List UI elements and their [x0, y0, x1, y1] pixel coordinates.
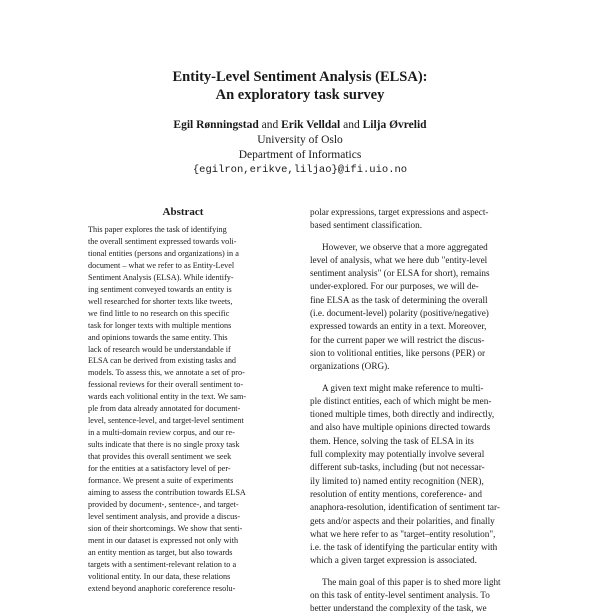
- text-line: and opinions towards the same entity. This: [88, 332, 228, 342]
- author-separator-1: and: [261, 119, 279, 131]
- text-line: level of analysis, what we here dub "entity-level: [310, 254, 488, 265]
- text-line: expressed towards an entity in a text. Moreover,: [310, 321, 487, 332]
- text-line: resolution of entity mentions, coreference- and: [310, 488, 482, 499]
- text-line: them. Hence, solving the task of ELSA in its: [310, 435, 474, 446]
- text-line: different sub-tasks, including (but not necessar-: [310, 462, 485, 473]
- text-line: in a multi-domain review corpus, and our re-: [88, 428, 235, 438]
- text-line: well researched for shorter texts like tweets,: [88, 296, 233, 306]
- text-line: what we here refer to as "target–entity resolution",: [310, 528, 496, 539]
- text-line: under-explored. For our purposes, we will de-: [310, 281, 479, 292]
- text-line: However, we observe that a more aggregated: [322, 241, 488, 252]
- text-line: provided by document-, sentence-, and target-: [88, 499, 239, 509]
- text-line: level sentiment analysis, and provide a discus-: [88, 511, 241, 521]
- text-line: organizations (ORG).: [310, 361, 390, 372]
- text-line: anaphora-resolution, identification of sentiment tar-: [310, 502, 500, 513]
- text-line: Sentiment Analysis (ELSA). While identify-: [88, 272, 234, 282]
- paragraph-3: [310, 382, 530, 568]
- text-line: and also have multiple opinions directed towards: [310, 422, 491, 433]
- text-line: sults indicate that there is no single proxy task: [88, 440, 240, 450]
- text-line: The main goal of this paper is to shed more light: [322, 576, 501, 587]
- author-block: [0, 118, 600, 178]
- text-line: ple from data already annotated for document-: [88, 404, 241, 414]
- text-line: ily limited to) named entity recognition (NER),: [310, 475, 484, 486]
- paragraph-2: [310, 241, 530, 374]
- title-line-2: An exploratory task survey: [215, 87, 385, 103]
- text-line: ELSA can be derived from existing tasks and: [88, 356, 237, 366]
- text-line: models. To assess this, we annotate a set of pro-: [88, 368, 245, 378]
- paragraph-4: [310, 576, 530, 616]
- author-3: Lilja Øvrelid: [362, 119, 427, 131]
- author-separator-2: and: [343, 119, 360, 131]
- text-line: the overall sentiment expressed towards voli-: [88, 236, 237, 246]
- text-line: for the current paper we will restrict the discus-: [310, 334, 485, 345]
- right-column: [310, 206, 530, 616]
- text-line: fine ELSA as the task of determining the overall: [310, 294, 488, 305]
- text-line: gets and/or aspects and their polarities, and finally: [310, 515, 495, 526]
- text-line: polar expressions, target expressions and aspect-: [310, 207, 489, 217]
- text-line: This paper explores the task of identifying: [88, 225, 227, 234]
- text-line: sion of their shortcomings. We show that senti-: [88, 523, 243, 533]
- text-line: extend beyond anaphoric coreference resolu-: [88, 583, 236, 593]
- text-line: better understand the complexity of the task, we: [310, 603, 487, 614]
- text-line: A given text might make reference to multi-: [322, 382, 484, 393]
- text-line: based sentiment classification.: [310, 220, 423, 231]
- text-line: level, sentence-level, and target-level sentiment: [88, 416, 244, 426]
- affiliation-department: Department of Informatics: [238, 149, 362, 161]
- text-line: task for longer texts with multiple mentions: [88, 320, 232, 330]
- text-line: an entity mention as target, but also towards: [88, 547, 233, 557]
- author-emails: {egilron,erikve,liljao}@ifi.uio.no: [192, 164, 408, 176]
- paragraph-1: [310, 206, 530, 233]
- author-names: [0, 118, 600, 133]
- text-line: sentiment analysis" (or ELSA for short), remains: [310, 268, 490, 279]
- text-line: we find little to no research on this specific: [88, 308, 230, 318]
- text-line: (i.e. document-level) polarity (positive/negative): [310, 308, 489, 319]
- text-line: wards each volitional entity in the text. We sam-: [88, 392, 247, 402]
- abstract-body: [88, 224, 278, 595]
- text-line: which a given target expression is associated.: [310, 555, 477, 566]
- text-line: i.e. the task of identifying the particular entity with: [310, 542, 498, 553]
- text-line: volitional entity. In our data, these relations: [88, 571, 231, 581]
- text-line: tional entities (persons and organizations) in a: [88, 248, 239, 258]
- text-line: sion to volitional entities, like persons (PER) or: [310, 347, 486, 358]
- text-line: fessional reviews for their overall sentiment to-: [88, 380, 244, 390]
- text-line: for the entities at a satisfactory level of per-: [88, 464, 231, 474]
- author-2: Erik Velldal: [281, 119, 341, 131]
- text-line: aiming to assess the contribution towards ELSA: [88, 487, 246, 497]
- text-line: ple distinct entities, each of which might be men-: [310, 395, 492, 406]
- title-line-1: Entity-Level Sentiment Analysis (ELSA):: [172, 69, 428, 85]
- text-line: document – what we refer to as Entity-Level: [88, 260, 235, 270]
- text-line: formance. We present a suite of experiments: [88, 476, 234, 486]
- author-1: Egil Rønningstad: [173, 119, 259, 131]
- abstract-heading: Abstract: [162, 206, 204, 218]
- text-line: that provides this overall sentiment we seek: [88, 452, 232, 462]
- paper-title: [0, 68, 600, 104]
- text-line: tioned multiple times, both directly and indirectly,: [310, 409, 495, 420]
- text-line: on this task of entity-level sentiment analysis. To: [310, 590, 490, 601]
- text-line: ment in our dataset is expressed not only with: [88, 535, 239, 545]
- text-line: targets with a sentiment-relevant relation to a: [88, 559, 237, 569]
- text-line: full complexity may potentially involve several: [310, 449, 485, 460]
- affiliation-university: University of Oslo: [257, 134, 343, 146]
- text-line: ing sentiment conveyed towards an entity is: [88, 284, 232, 294]
- text-line: lack of research would be understandable if: [88, 344, 231, 354]
